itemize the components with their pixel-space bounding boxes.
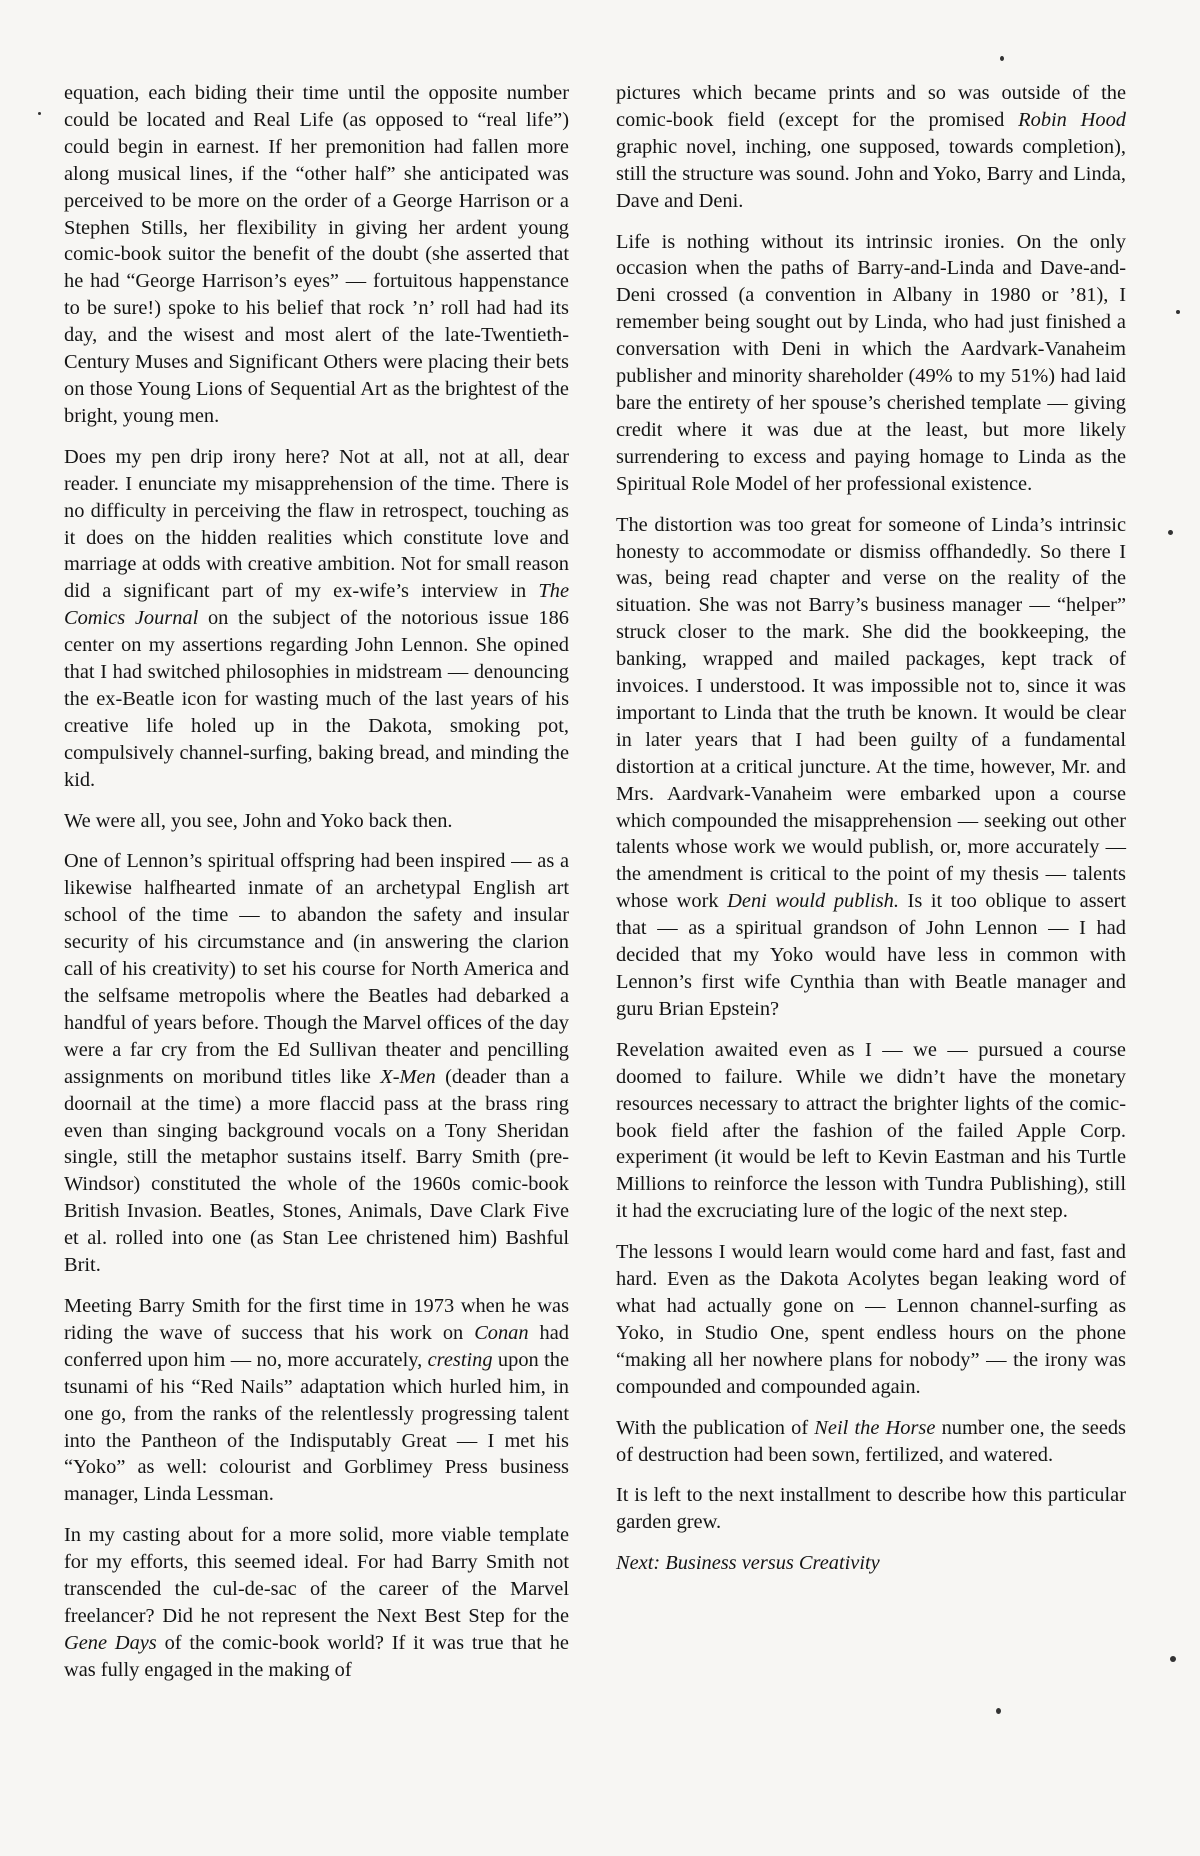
paragraph: In my casting about for a more solid, more viable template for my efforts, this seemed ideal. For had Barry Smith not transcended the cul-de-sac of the career of the Marvel freelancer? Did he not represent the Next Best Step for the Gene Days of the comic-book world? If it was true that he was fully engaged in the making of	[64, 1524, 569, 1681]
paragraph: Meeting Barry Smith for the first time in 1973 when he was riding the wave of success that his work on Conan had conferred upon him — no, more accurately, cresting upon the tsunami of his “Red Nails” adaptation which hurled him, in one go, from the ranks of the relentlessly progressing talent into the Pantheon of the Indisputably Great — I met his “Yoko” as well: colourist and Gorblimey Press business manager, Linda Lessman.	[64, 1294, 570, 1506]
scan-speck	[1168, 530, 1173, 535]
paragraph: pictures which became prints and so was outside of the comic-book field (except for the promised Robin Hood graphic novel, inching, one supposed, towards completion), still the structure was sound. John and Yoko, Barry and Linda, Dave and Deni.	[616, 82, 1126, 212]
scan-speck	[1176, 310, 1180, 314]
paragraph: The lessons I would learn would come hard and fast, fast and hard. Even as the Dakota Acolytes began leaking word of what had actually gone on — Lennon channel-surfing as Yoko, in Studio One, spent endless hours on the phone “making all her nowhere plans for nobody” — the irony was compounded and compounded again.	[616, 1241, 1126, 1398]
right-column	[616, 80, 1126, 1591]
paragraph: One of Lennon’s spiritual offspring had been inspired — as a likewise halfhearted inmate of an archetypal English art school of the time — to abandon the safety and insular security of his circumstance and (in answering the clarion call of his creativity) to set his course for North America and the selfsame metropolis where the Beatles had debarked a handful of years before. Though the Marvel offices of the day were a far cry from the Ed Sullivan theater and pencilling assignments on moribund titles like X-Men (deader than a doornail at the time) a more flaccid pass at the brass ring even than singing background vocals on a Tony Sheridan single, still the metaphor sustains itself. Barry Smith (pre-Windsor) constituted the whole of the 1960s comic-book British Invasion. Beatles, Stones, Animals, Dave Clark Five et al. rolled into one (as Stan Lee christened him) Bashful Brit.	[64, 850, 570, 1277]
left-column	[64, 80, 569, 1700]
paragraph: Revelation awaited even as I — we — pursued a course doomed to failure. While we didn’t have the monetary resources necessary to attract the brighter lights of the comic-book field after the fashion of the failed Apple Corp. experiment (it would be left to Kevin Eastman and his Turtle Millions to reinforce the lesson with Tundra Publishing), still it had the excruciating lure of the logic of the next step.	[616, 1038, 1126, 1223]
comic-title: Robin Hood	[1018, 108, 1126, 131]
scan-speck	[1000, 56, 1004, 61]
paragraph: We were all, you see, John and Yoko back then.	[64, 809, 453, 832]
emphasis: Deni would publish.	[727, 890, 899, 913]
scan-speck	[38, 112, 41, 115]
comic-title: Conan	[474, 1321, 529, 1344]
publication-title: The Comics Journal	[64, 580, 569, 630]
paragraph: equation, each biding their time until the opposite number could be located and Real Life (as opposed to “real life”) could begin in earnest. If her premonition had fallen more along musical lines, if the “other half” she anticipated was perceived to be more on the order of a George Harrison or a Stephen Stills, her flexibility in giving her ardent young comic-book suitor the benefit of the doubt (she asserted that he had “George Harrison’s eyes” — fortuitous happenstance to be sure!) spoke to his belief that rock ’n’ roll had had its day, and the wisest and most alert of the late-Twentieth-Century Muses and Significant Others were placing their bets on those Young Lions of Sequential Art as the brightest of the bright, young men.	[64, 82, 569, 427]
paragraph: The distortion was too great for someone of Linda’s intrinsic honesty to accommodate or dismiss offhandedly. So there I was, being read chapter and verse on the reality of the situation. She was not Barry’s business manager — “helper” struck closer to the mark. She did the bookkeeping, the banking, wrapped and mailed packages, kept track of invoices. I understood. It was impossible not to, since it was important to Linda that the truth be known. It would be clear in later years that I had been guilty of a fundamental distortion at a critical juncture. At the time, however, Mr. and Mrs. Aardvark-Vanaheim were embarked upon a course which compounded the misapprehension — seeking out other talents whose work we would publish, or, more accurately — the amendment is critical to the point of my thesis — talents whose work Deni would publish. Is it too oblique to assert that — as a spiritual grandson of John Lennon — I had decided that my Yoko would have less in common with Lennon’s first wife Cynthia than with Beatle manager and guru Brian Epstein?	[616, 513, 1126, 1020]
paragraph: Life is nothing without its intrinsic ironies. On the only occasion when the paths of Barry-and-Linda and Dave-and-Deni crossed (a convention in Albany in 1980 or ’81), I remember being sought out by Linda, who had just finished a conversation with Deni in which the Aardvark-Vanaheim publisher and minority shareholder (49% to my 51%) had laid bare the entirety of her spouse’s cherished template — giving credit where it was due at the least, but more likely surrendering to excess and paying homage to Linda as the Spiritual Role Model of her professional existence.	[616, 230, 1126, 495]
emphasis: cresting	[427, 1348, 493, 1371]
comic-title: Neil the Horse	[814, 1416, 936, 1439]
next-installment-note: Next: Business versus Creativity	[616, 1552, 880, 1575]
comic-title: X-Men	[380, 1065, 436, 1088]
paragraph: With the publication of Neil the Horse number one, the seeds of destruction had been sown, fertilized, and watered.	[616, 1416, 1126, 1466]
scan-speck	[1170, 1656, 1176, 1662]
paragraph: Does my pen drip irony here? Not at all, not at all, dear reader. I enunciate my misapprehension of the time. There is no difficulty in perceiving the flaw in retrospect, touching as it does on the hidden realities which constitute love and marriage at odds with creative ambition. Not for small reason did a significant part of my ex-wife’s interview in The Comics Journal on the subject of the notorious issue 186 center on my assertions regarding John Lennon. She opined that I had switched philosophies in midstream — denouncing the ex-Beatle icon for wasting much of the last years of his creative life holed up in the Dakota, smoking pot, compulsively channel-surfing, baking bread, and minding the kid.	[64, 445, 570, 791]
comic-title: Gene Days	[64, 1631, 157, 1654]
paragraph: It is left to the next installment to describe how this particular garden grew.	[616, 1484, 1126, 1534]
scan-speck	[996, 1708, 1001, 1714]
